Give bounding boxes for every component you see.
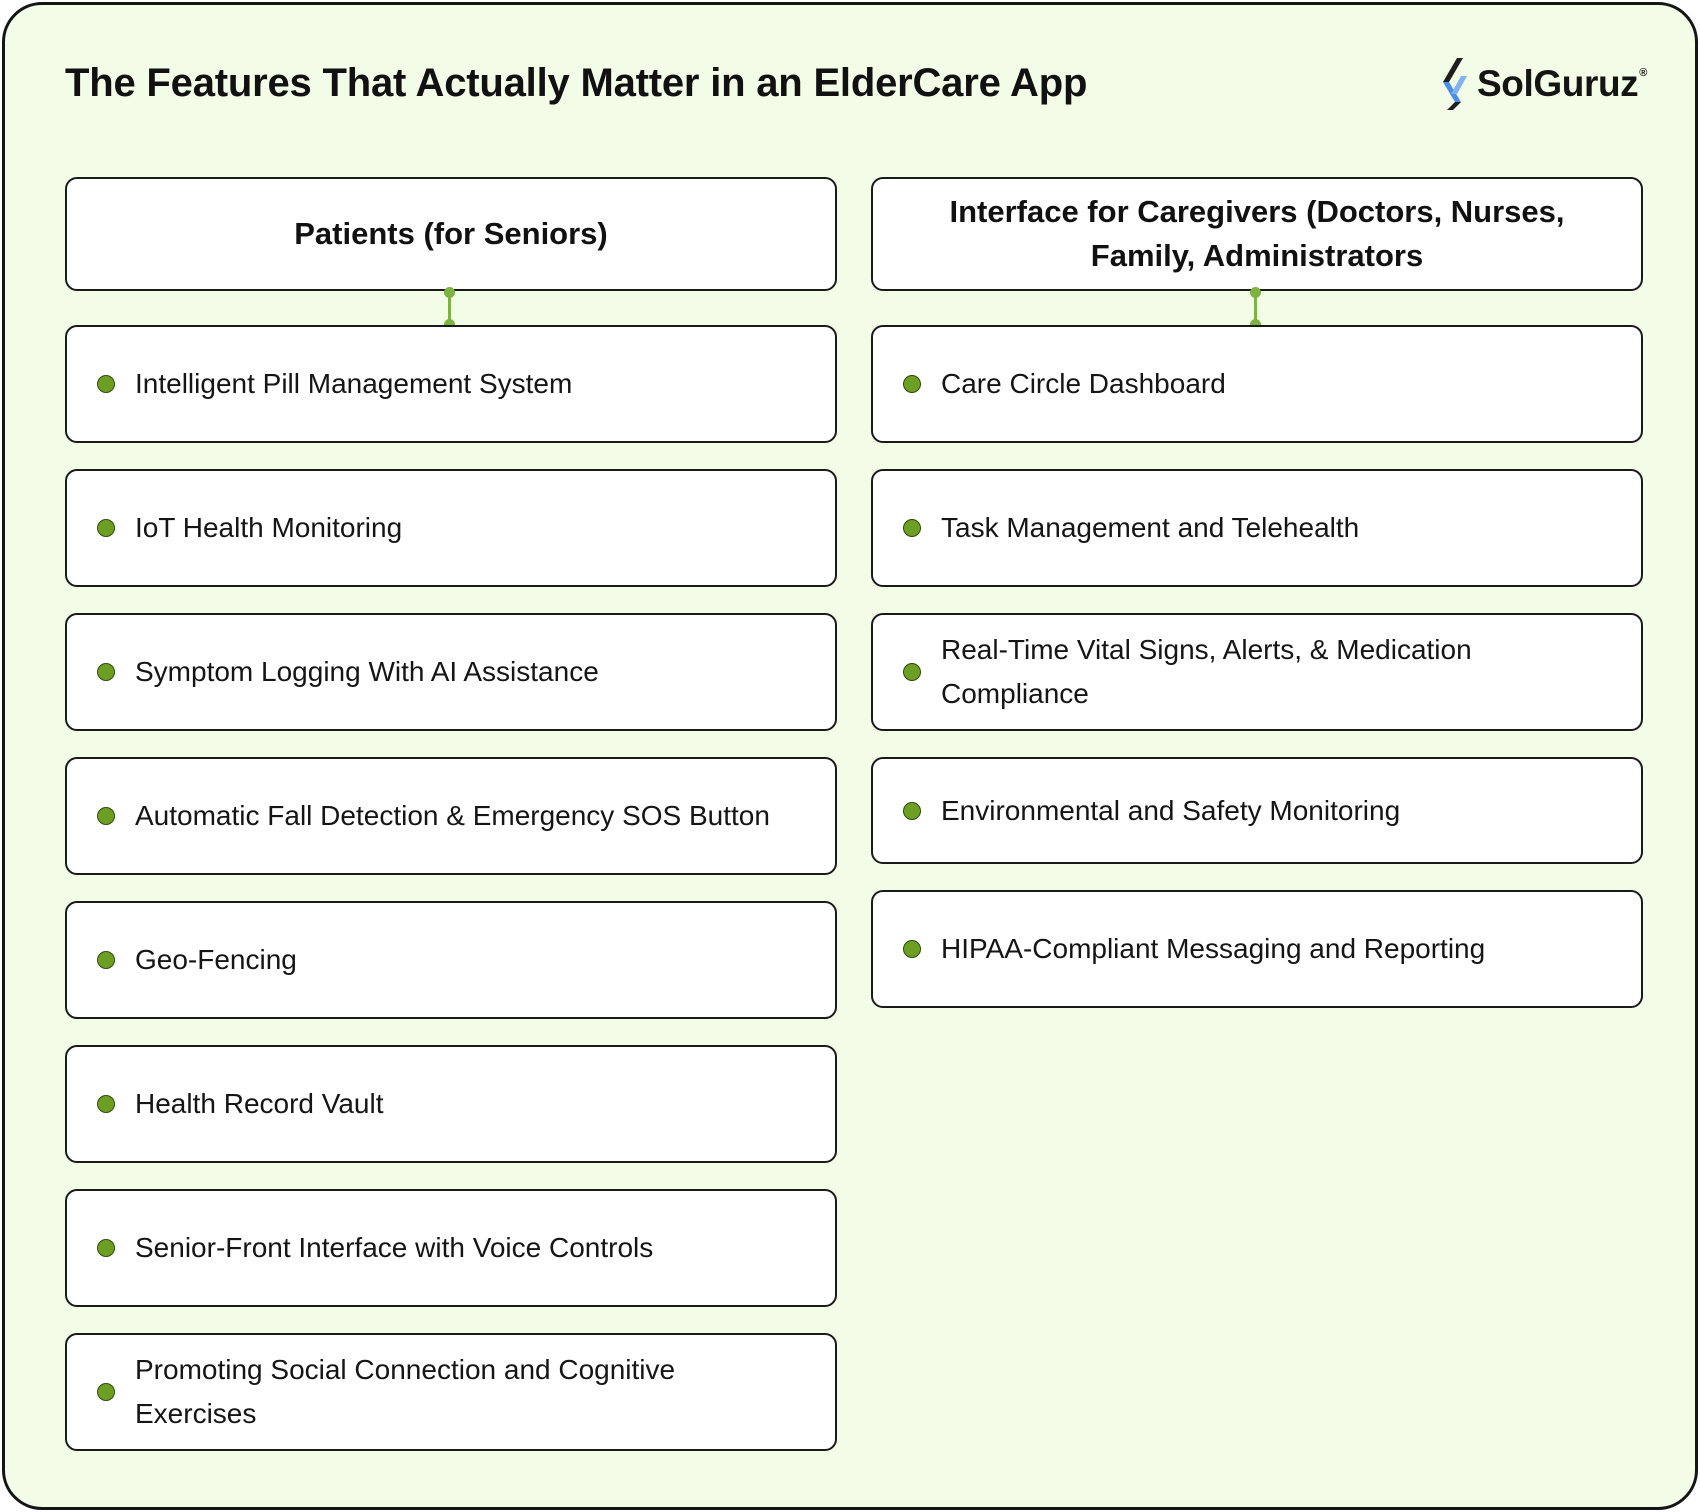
brand-logo [1431,55,1647,113]
feature-card [871,325,1643,443]
bullet-icon [97,1239,115,1257]
bullet-icon [903,375,921,393]
feature-label: Environmental and Safety Monitoring [941,794,1401,826]
feature-card [65,1045,837,1163]
caregivers-header: Interface for Caregivers (Doctors, Nurses, Family, Administrators [949,194,1565,273]
page-title: The Features That Actually Matter in an ElderCare App [65,61,1088,105]
feature-card [871,757,1643,864]
feature-label: HIPAA-Compliant Messaging and Reporting [941,933,1486,964]
connector-dot [1250,287,1261,298]
feature-card [65,757,837,875]
patients-feature-list [65,325,837,1451]
feature-label: IoT Health Monitoring [135,512,403,543]
bullet-icon [903,519,921,537]
feature-card [65,901,837,1019]
feature-card [65,613,837,731]
feature-card [65,1333,837,1451]
feature-label: Geo-Fencing [135,944,297,975]
patients-column [65,177,837,1451]
feature-label: Senior-Front Interface with Voice Controls [135,1232,654,1263]
registered-mark: ® [1639,67,1648,79]
caregivers-feature-list [871,325,1643,1008]
solguruz-logo-icon [1431,56,1475,112]
bullet-icon [97,375,115,393]
patients-header-box [65,177,837,291]
caregivers-header-box [871,177,1643,291]
feature-label: Care Circle Dashboard [941,368,1226,399]
feature-label: Symptom Logging With AI Assistance [135,656,599,687]
caregivers-column [871,177,1643,1008]
bullet-icon [903,802,921,820]
bullet-icon [97,663,115,681]
feature-label: Real-Time Vital Signs, Alerts, & Medication Compliance [941,634,1472,709]
connector-dot [444,287,455,298]
bullet-icon [97,951,115,969]
feature-label: Task Management and Telehealth [941,512,1360,543]
feature-card [65,325,837,443]
bullet-icon [97,1095,115,1113]
patients-header: Patients (for Seniors) [294,216,608,251]
infographic-frame [2,2,1698,1510]
feature-card [871,469,1643,587]
caregivers-connector [871,291,1643,325]
feature-card [65,1189,837,1307]
feature-card [871,890,1643,1008]
bullet-icon [903,663,921,681]
feature-card [65,469,837,587]
feature-label: Intelligent Pill Management System [135,368,573,399]
bullet-icon [97,519,115,537]
feature-label: Health Record Vault [135,1088,384,1119]
patients-connector [65,291,837,325]
bullet-icon [903,940,921,958]
feature-card [871,613,1643,731]
bullet-icon [97,1383,115,1401]
feature-label: Promoting Social Connection and Cognitive Exercises [135,1354,676,1429]
logo-wordmark: SolGuruz [1477,63,1639,104]
feature-label: Automatic Fall Detection & Emergency SOS Button [135,800,770,831]
bullet-icon [97,807,115,825]
